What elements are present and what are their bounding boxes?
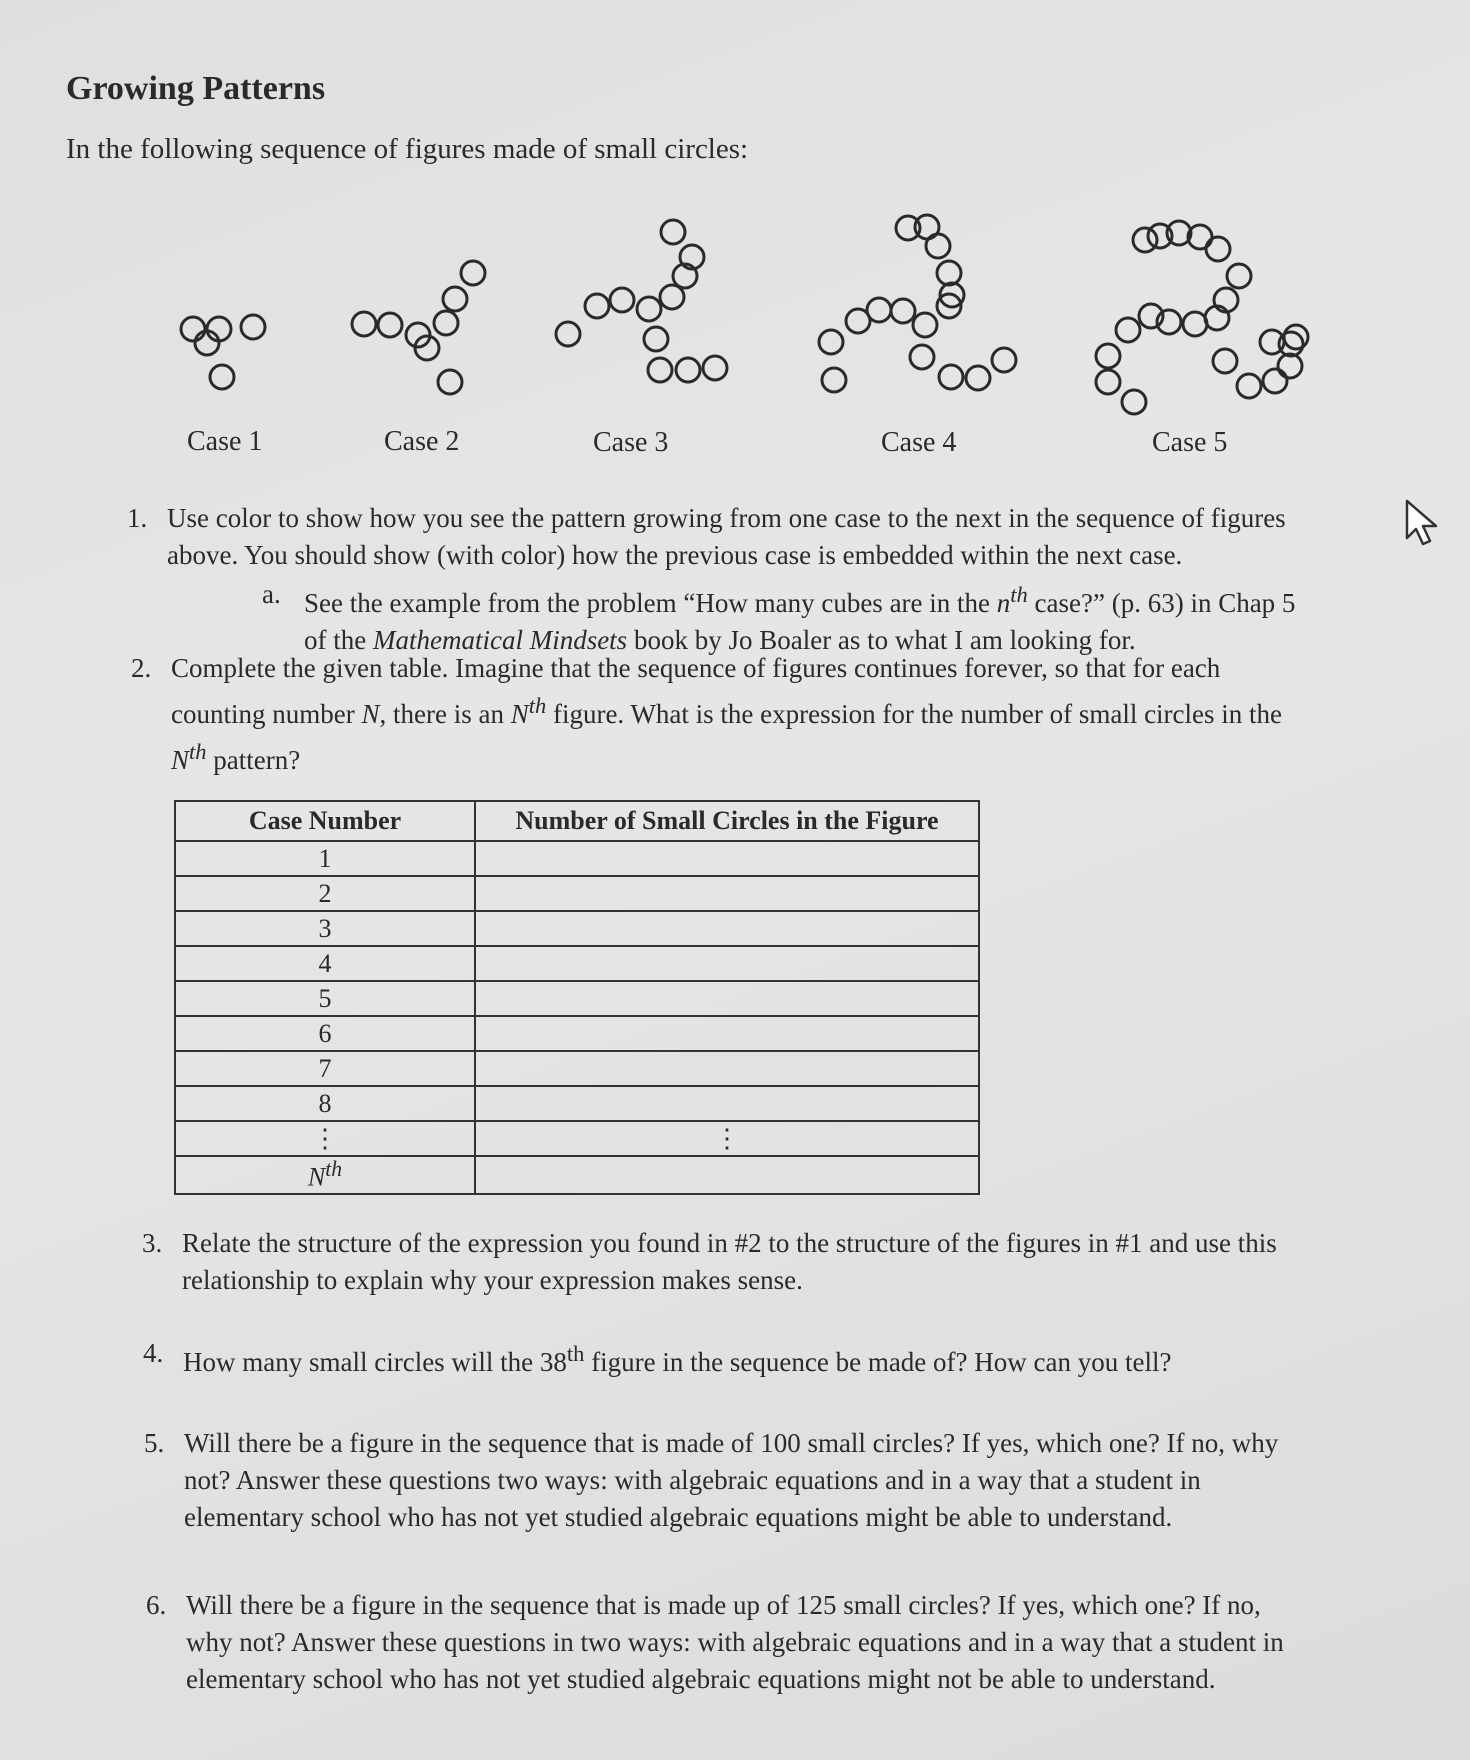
small-circle-case-5 bbox=[1122, 390, 1146, 414]
case-number-cell: 2 bbox=[175, 876, 475, 911]
small-circle-case-5 bbox=[1096, 344, 1120, 368]
small-circle-case-3 bbox=[703, 356, 727, 380]
var-n: N bbox=[171, 745, 190, 775]
answer-cell[interactable] bbox=[475, 1156, 979, 1194]
question-2-line-2-mid: , there is an bbox=[379, 699, 511, 729]
case-number-cell: 4 bbox=[175, 946, 475, 981]
small-circle-case-4 bbox=[867, 298, 891, 322]
small-circle-case-5 bbox=[1116, 318, 1140, 342]
case-number-cell: 5 bbox=[175, 981, 475, 1016]
small-circle-case-5 bbox=[1237, 374, 1261, 398]
question-4-number: 4. bbox=[143, 1338, 164, 1368]
question-1a-line-1-end: case?” (p. 63) in Chap 5 bbox=[1027, 588, 1296, 618]
book-title: Mathematical Mindsets bbox=[372, 625, 628, 655]
small-circle-case-3 bbox=[648, 358, 672, 382]
small-circle-case-3 bbox=[610, 288, 634, 312]
small-circle-case-3 bbox=[585, 294, 609, 318]
case-4-label: Case 4 bbox=[881, 427, 957, 458]
small-circle-case-1 bbox=[181, 317, 205, 341]
small-circle-case-1 bbox=[241, 315, 265, 339]
question-2 bbox=[131, 650, 1283, 779]
table-header-row bbox=[175, 801, 979, 841]
small-circle-case-4 bbox=[939, 365, 963, 389]
question-1a-line-1 bbox=[304, 576, 1295, 622]
case-number-cell: 8 bbox=[175, 1086, 475, 1121]
circles-table bbox=[174, 800, 980, 1195]
case-number-cell: 7 bbox=[175, 1051, 475, 1086]
small-circle-case-4 bbox=[992, 348, 1016, 372]
answer-cell[interactable] bbox=[475, 946, 979, 981]
case-3-label: Case 3 bbox=[593, 427, 669, 458]
case-number-cell: 1 bbox=[175, 841, 475, 876]
question-1 bbox=[127, 500, 1286, 574]
question-1a-line-2-end: book by Jo Boaler as to what I am looking for. bbox=[627, 625, 1136, 655]
small-circle-case-4 bbox=[937, 261, 961, 285]
small-circle-case-2 bbox=[434, 311, 458, 335]
question-6 bbox=[146, 1587, 1284, 1698]
answer-cell[interactable] bbox=[475, 1051, 979, 1086]
table-row bbox=[175, 1156, 979, 1194]
small-circle-case-3 bbox=[644, 327, 668, 351]
circle-figures bbox=[0, 0, 1470, 460]
small-circle-case-5 bbox=[1227, 264, 1251, 288]
answer-cell[interactable] bbox=[475, 841, 979, 876]
small-circle-case-4 bbox=[891, 299, 915, 323]
question-2-line-2-text: counting number bbox=[171, 699, 362, 729]
page-title: Growing Patterns bbox=[66, 70, 326, 107]
small-circle-case-3 bbox=[556, 322, 580, 346]
question-2-line-3-text: pattern? bbox=[206, 745, 301, 775]
small-circle-case-5 bbox=[1133, 228, 1157, 252]
answer-cell[interactable] bbox=[475, 981, 979, 1016]
answer-cell[interactable] bbox=[475, 876, 979, 911]
small-circle-case-3 bbox=[637, 297, 661, 321]
small-circle-case-4 bbox=[819, 330, 843, 354]
small-circle-case-4 bbox=[822, 368, 846, 392]
question-5-line-3: elementary school who has not yet studied algebraic equations might be able to understand. bbox=[184, 1502, 1173, 1532]
table-row bbox=[175, 1051, 979, 1086]
question-2-line-1: Complete the given table. Imagine that the sequence of figures continues forever, so that for each bbox=[171, 653, 1221, 683]
small-circle-case-3 bbox=[676, 358, 700, 382]
nth-case-cell bbox=[175, 1156, 475, 1194]
table-row bbox=[175, 981, 979, 1016]
small-circle-case-2 bbox=[438, 370, 462, 394]
question-6-line-2: why not? Answer these questions in two ways: with algebraic equations and in a way that a student in bbox=[186, 1627, 1284, 1657]
question-3-line-1: Relate the structure of the expression you found in #2 to the structure of the figures in #1 and use this bbox=[182, 1228, 1277, 1258]
table-row bbox=[175, 1086, 979, 1121]
case-number-cell: 6 bbox=[175, 1016, 475, 1051]
dots-cell[interactable]: ⋮ bbox=[475, 1121, 979, 1156]
question-2-line-2-end: figure. What is the expression for the number of small circles in the bbox=[546, 699, 1283, 729]
table-row bbox=[175, 911, 979, 946]
case-number-cell: ⋮ bbox=[175, 1121, 475, 1156]
question-1-line-1: Use color to show how you see the pattern growing from one case to the next in the sequence of figures bbox=[167, 503, 1286, 533]
question-6-line-3: elementary school who has not yet studied algebraic equations might not be able to understand. bbox=[186, 1664, 1216, 1694]
question-2-line-3 bbox=[171, 733, 1282, 779]
table-row bbox=[175, 946, 979, 981]
small-circle-case-2 bbox=[352, 312, 376, 336]
table-row bbox=[175, 841, 979, 876]
question-5-number: 5. bbox=[144, 1428, 165, 1458]
small-circle-case-5 bbox=[1284, 325, 1308, 349]
question-1a-line-1-text: See the example from the problem “How many cubes are in the bbox=[304, 588, 997, 618]
question-2-line-2 bbox=[171, 687, 1282, 733]
table-row bbox=[175, 1016, 979, 1051]
small-circle-case-5 bbox=[1206, 237, 1230, 261]
var-n: n bbox=[996, 588, 1011, 618]
question-1a-number: a. bbox=[262, 579, 281, 609]
answer-cell[interactable] bbox=[475, 1086, 979, 1121]
question-6-line-1: Will there be a figure in the sequence that is made up of 125 small circles? If yes, which one? If no, bbox=[186, 1590, 1261, 1620]
small-circle-case-5 bbox=[1278, 354, 1302, 378]
question-3-line-2: relationship to explain why your expression makes sense. bbox=[182, 1265, 803, 1295]
var-n: N bbox=[361, 699, 380, 729]
small-circle-case-5 bbox=[1213, 349, 1237, 373]
small-circle-case-2 bbox=[443, 287, 467, 311]
question-3-number: 3. bbox=[142, 1228, 163, 1258]
question-4-text: How many small circles will the 38 bbox=[183, 1347, 567, 1377]
header-case-number: Case Number bbox=[175, 801, 475, 841]
small-circle-case-1 bbox=[210, 365, 234, 389]
question-4-text-end: figure in the sequence be made of? How can you tell? bbox=[584, 1347, 1172, 1377]
var-n: N bbox=[307, 1162, 326, 1192]
table-row bbox=[175, 876, 979, 911]
small-circle-case-3 bbox=[661, 220, 685, 244]
case-number-cell: 3 bbox=[175, 911, 475, 946]
superscript-th: th bbox=[189, 739, 207, 764]
question-4-line-1 bbox=[183, 1335, 1171, 1381]
small-circle-case-4 bbox=[966, 366, 990, 390]
case-5-label: Case 5 bbox=[1152, 427, 1228, 458]
superscript-th: th bbox=[528, 693, 547, 718]
mouse-pointer-icon bbox=[1404, 498, 1446, 548]
case-2-label: Case 2 bbox=[384, 426, 460, 457]
question-1a bbox=[262, 576, 1296, 659]
answer-cell[interactable] bbox=[475, 1016, 979, 1051]
var-n: N bbox=[510, 699, 529, 729]
table-row bbox=[175, 1121, 979, 1156]
small-circle-case-5 bbox=[1183, 312, 1207, 336]
small-circle-case-5 bbox=[1263, 369, 1287, 393]
question-1a-line-2-text: of the bbox=[304, 625, 373, 655]
question-4 bbox=[143, 1335, 1172, 1381]
case-1-label: Case 1 bbox=[187, 426, 263, 457]
superscript-th: th bbox=[325, 1157, 343, 1181]
superscript-th: th bbox=[1010, 582, 1028, 607]
question-6-number: 6. bbox=[146, 1590, 167, 1620]
superscript-th: th bbox=[566, 1341, 585, 1366]
question-1-line-2: above. You should show (with color) how the previous case is embedded within the next case. bbox=[167, 540, 1183, 570]
small-circle-case-5 bbox=[1096, 370, 1120, 394]
question-3 bbox=[142, 1225, 1277, 1299]
small-circle-case-4 bbox=[913, 313, 937, 337]
question-5 bbox=[144, 1425, 1279, 1536]
question-1-number: 1. bbox=[127, 503, 148, 533]
intro-text: In the following sequence of figures made of small circles: bbox=[66, 133, 749, 165]
question-2-number: 2. bbox=[131, 653, 152, 683]
question-5-line-1: Will there be a figure in the sequence that is made of 100 small circles? If yes, which one? If no, why bbox=[184, 1428, 1279, 1458]
header-number-of-circles: Number of Small Circles in the Figure bbox=[475, 801, 979, 841]
answer-cell[interactable] bbox=[475, 911, 979, 946]
small-circle-case-2 bbox=[461, 261, 485, 285]
small-circle-case-2 bbox=[378, 313, 402, 337]
small-circle-case-4 bbox=[910, 345, 934, 369]
question-5-line-2: not? Answer these questions two ways: with algebraic equations and in a way that a student in bbox=[184, 1465, 1201, 1495]
